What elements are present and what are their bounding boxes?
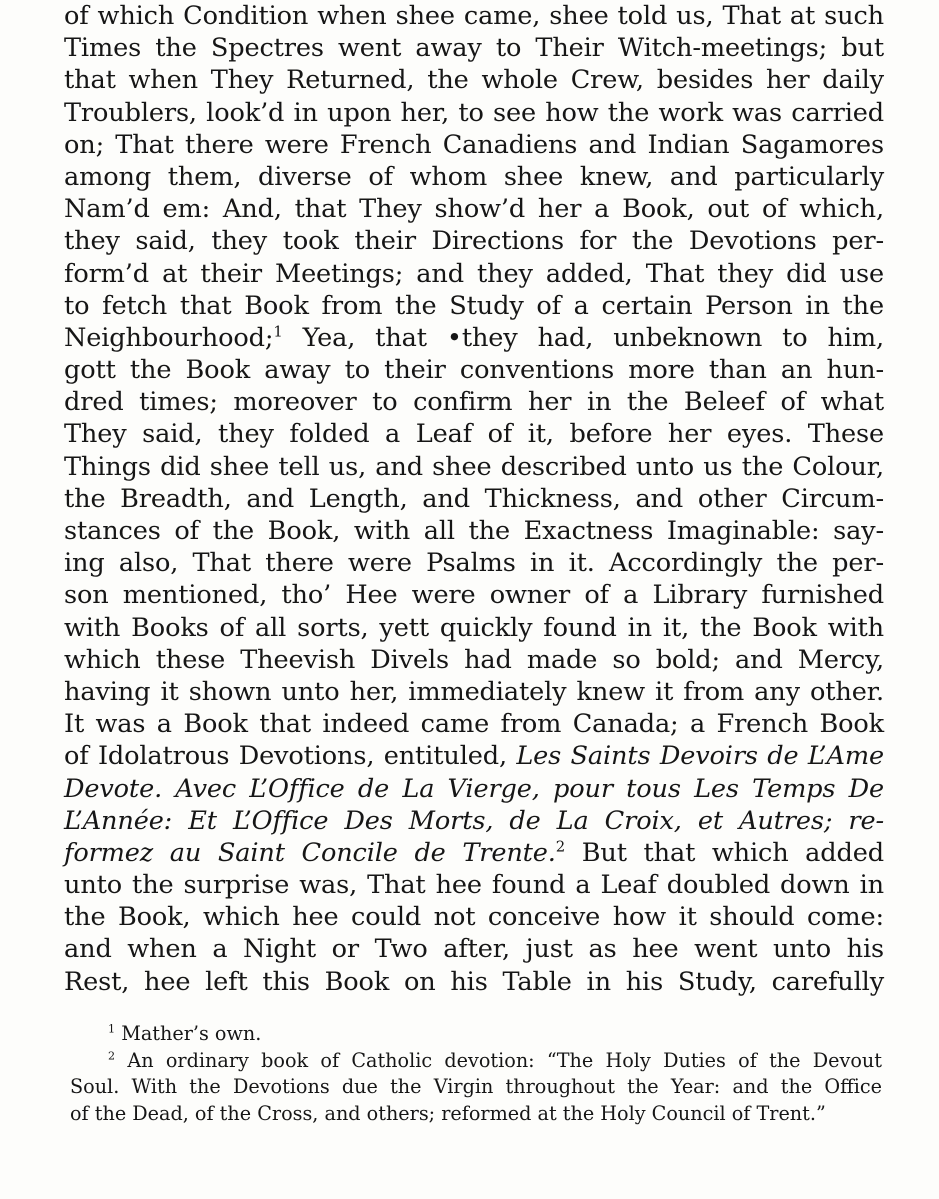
text-line [64,837,884,869]
text-line: among them, diverse of whom shee knew, and particularly [64,161,884,192]
text-line: the Book, which hee could not conceive how it should come: [64,902,884,933]
footnote-1 [70,1021,882,1048]
text-line: having it shown unto her, immediately knew it from any other. [64,676,884,707]
text-line: Times the Spectres went away to Their Witch-meetings; but [64,33,884,64]
footnote-2-line: Soul. With the Devotions due the Virgin throughout the Year: and the Office [70,1075,882,1098]
text-line: ing also, That there were Psalms in it. Accordingly the per- [64,548,884,579]
text-line [64,322,884,354]
footnote-2-line: of the Dead, of the Cross, and others; reformed at the Holy Council of Trent.” [70,1101,826,1125]
footnote-mark: 2 [108,1049,116,1063]
text-line [64,805,884,837]
text-line: It was a Book that indeed came from Canada; a French Book [64,709,884,740]
book-title-italic: formez au Saint Concile de Trente. [64,837,556,868]
text-line: that when They Returned, the whole Crew, besides her daily [64,65,884,96]
text-line: form’d at their Meetings; and they added, That they did use [64,258,884,289]
text-line [64,773,884,805]
text-line: the Breadth, and Length, and Thickness, and other Circum- [64,483,884,514]
text-line: with Books of all sorts, yett quickly found in it, the Book with [64,612,884,643]
text-line: of which Condition when shee came, shee told us, That at such [64,1,884,31]
footnote-text: Mather’s own. [121,1022,262,1045]
text-segment: But that which added [581,837,884,868]
text-line: They said, they folded a Leaf of it, before her eyes. These [64,419,884,450]
text-line: they said, they took their Directions for the Devotions per- [64,226,884,257]
book-title-italic: L’Année: Et L’Office Des Morts, de La Croix, et Autres; re- [64,805,884,836]
text-line: dred times; moreover to confirm her in the Beleef of what [64,387,884,418]
footnote-ref-1: 1 [273,323,283,341]
text-line: Things did shee tell us, and shee described unto us the Colour, [64,451,884,482]
text-line: and when a Night or Two after, just as hee went unto his [64,934,884,965]
text-line: Rest, hee left this Book on his Table in his Study, carefully [64,966,884,997]
text-line [64,740,884,772]
text-line: son mentioned, tho’ Hee were owner of a Library furnished [64,580,884,611]
text-line: gott the Book away to their conventions more than an hun- [64,355,884,386]
footnote-text: An ordinary book of Catholic devotion: “The Holy Duties of the Devout [127,1048,882,1072]
text-segment: Neighbourhood; [64,322,274,353]
text-segment: Yea, that •they had, unbeknown to him, [302,322,884,353]
text-segment: of Idolatrous Devotions, entituled, [64,741,507,772]
footnote-2 [70,1048,882,1075]
book-title-italic: Devote. Avec L’Office de La Vierge, pour tous Les Temps De [64,773,884,804]
text-line: which these Theevish Divels had made so bold; and Mercy, [64,644,884,675]
text-line: to fetch that Book from the Study of a certain Person in the [64,290,884,321]
text-line: unto the surprise was, That hee found a Leaf doubled down in [64,870,884,901]
footnotes [70,1021,882,1127]
book-title-italic: Les Saints Devoirs de L’Ame [516,741,884,772]
main-text [64,0,884,998]
text-line: on; That there were French Canadiens and Indian Sagamores [64,129,884,160]
footnote-mark: 1 [108,1022,116,1036]
footnote-ref-2: 2 [555,838,566,856]
text-line: stances of the Book, with all the Exactness Imaginable: say- [64,516,884,546]
text-line: Troublers, look’d in upon her, to see how the work was carried [64,97,884,128]
text-line: Nam’d em: And, that They show’d her a Book, out of which, [64,194,884,225]
